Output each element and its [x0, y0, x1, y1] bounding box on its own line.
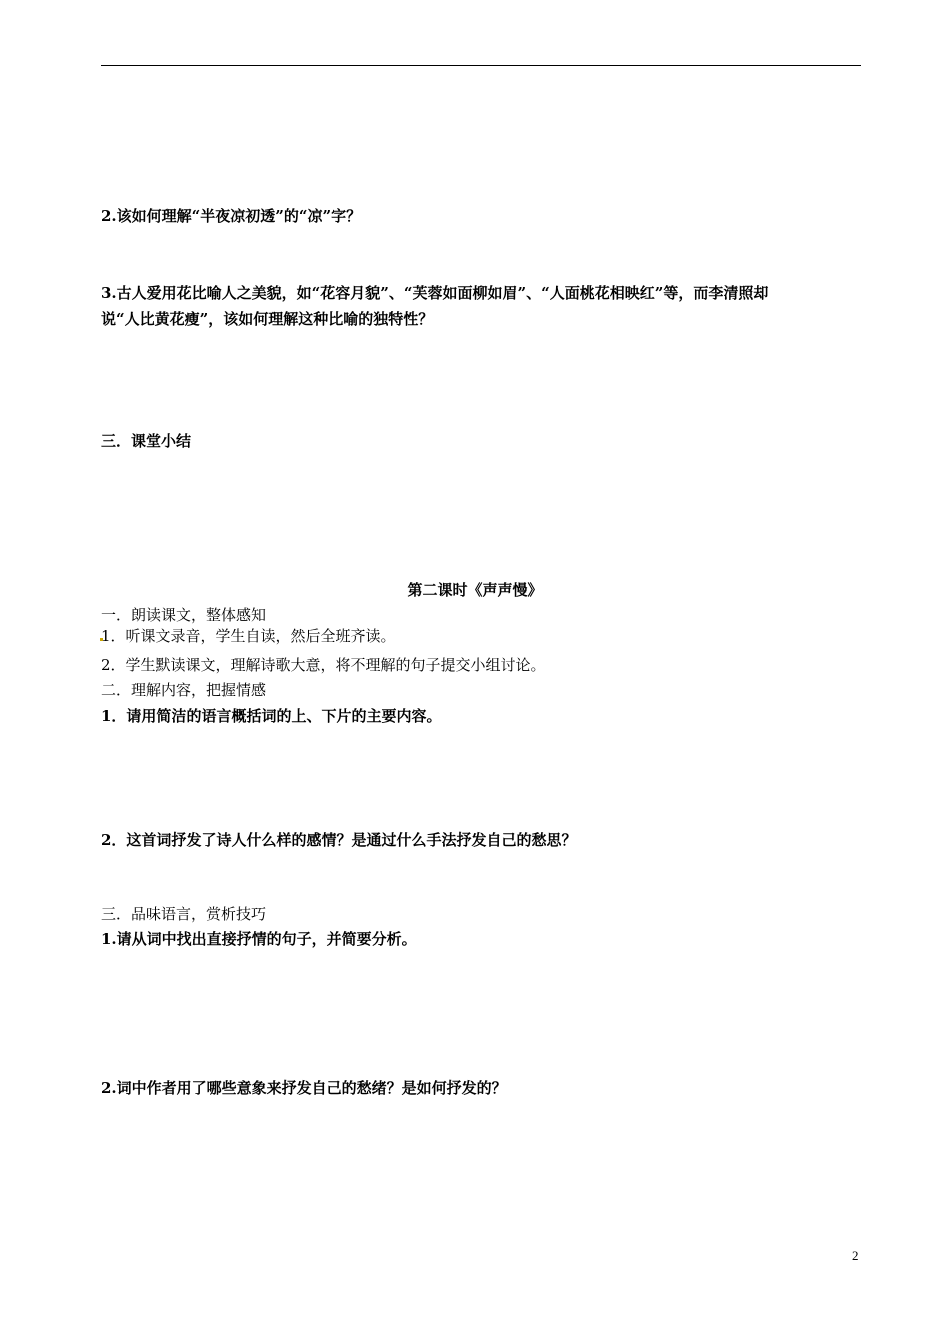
- header-rule: [101, 65, 861, 66]
- lesson2-item-2: 2．学生默读课文，理解诗歌大意，将不理解的句子提交小组讨论。: [101, 656, 546, 674]
- lesson2-section-1: 一．朗读课文，整体感知: [101, 606, 267, 624]
- lesson2-question-1: 1．请用简洁的语言概括词的上、下片的主要内容。: [101, 707, 442, 725]
- lesson2-question-2: 2．这首词抒发了诗人什么样的感情？是通过什么手法抒发自己的愁思？: [101, 831, 577, 849]
- lesson2-question-4: 2.词中作者用了哪些意象来抒发自己的愁绪？是如何抒发的？: [101, 1079, 507, 1097]
- lesson2-item-1: 1．听课文录音，学生自读，然后全班齐读。: [101, 627, 396, 645]
- page-number: 2: [852, 1248, 859, 1263]
- lesson1-question-2: 2.该如何理解“半夜凉初透”的“凉”字？: [101, 207, 362, 225]
- lesson1-question-3-line-2: 说“人比黄花瘦”，该如何理解这种比喻的独特性？: [101, 310, 434, 328]
- lesson2-section-2: 二．理解内容，把握情感: [101, 681, 267, 699]
- lesson2-section-3: 三．品味语言，赏析技巧: [101, 905, 267, 923]
- lesson1-question-3-line-1: 3.古人爱用花比喻人之美貌，如“花容月貌”、“芙蓉如面柳如眉”、“人面桃花相映红”等，而李清照却: [101, 284, 769, 302]
- lesson2-title: 第二课时《声声慢》: [407, 581, 543, 599]
- lesson1-section-summary: 三．课堂小结: [101, 432, 192, 450]
- lesson2-question-3: 1.请从词中找出直接抒情的句子，并简要分析。: [101, 930, 417, 948]
